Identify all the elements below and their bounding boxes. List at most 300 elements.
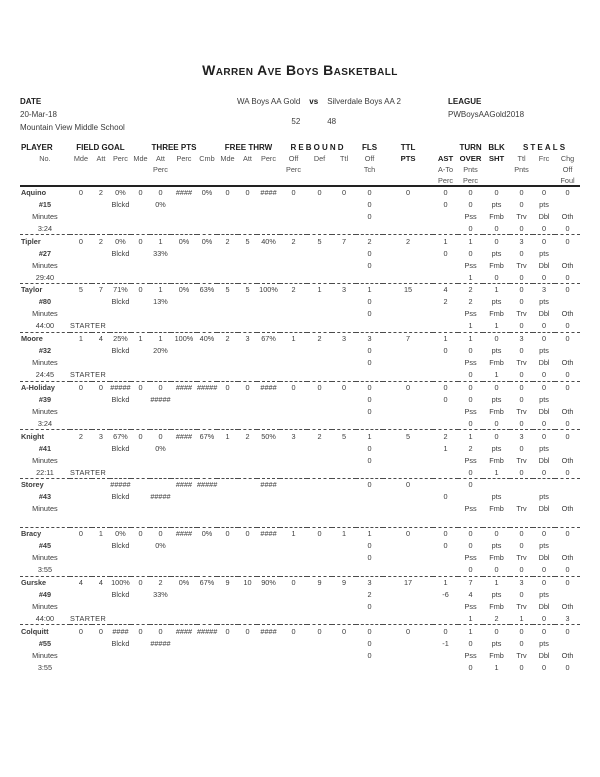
home-team: WA Boys AA Gold [236,97,301,106]
to-other-label: Oth [561,504,574,514]
player-name: Tipler [20,236,41,246]
steals-frc: 0 [542,626,547,636]
fouls: 1 [367,285,372,295]
reb-def: 0 [317,188,322,198]
player-detail-row-1 [20,296,580,308]
to-pass: 0 [468,565,473,575]
player-detail-row-1 [20,637,580,649]
to-travel-label: Trv [516,358,527,368]
ft-made: 5 [225,285,230,295]
fouls-tch: 0 [367,248,372,258]
to-pass-label: Pss [464,211,477,221]
col-fg-att: Att [96,154,106,163]
assists: 2 [443,431,448,441]
steals-ttl: 3 [519,236,524,246]
tp-att: 1 [158,334,163,344]
player-detail-row-1 [20,393,580,405]
steals-chg: 0 [565,626,570,636]
to-fumble-label: Fmb [489,553,504,563]
player-stats-row [20,381,580,393]
fouls-tch: 0 [367,199,372,209]
steals-frc [533,479,555,491]
reb-ttl: 5 [342,431,347,441]
assists: 0 [443,626,448,636]
tp-perc: #### [175,626,193,636]
steals-chg [555,479,580,491]
steal-pnts: 0 [519,443,524,453]
date-value: 20-Mar-18 [20,110,57,119]
col-to-pnts: Pnts [463,165,478,174]
tp-cmb: 63% [199,285,215,295]
fouls-tch: 0 [367,443,372,453]
steals-ttl: 3 [519,334,524,344]
to-double-label: Dbl [538,406,550,416]
player-block [20,625,580,674]
steals-ttl: 0 [519,382,524,392]
ft-att: 0 [245,529,250,539]
player-detail-row-2 [20,552,580,564]
tp-made: 0 [138,285,143,295]
ft-made: 2 [225,236,230,246]
minutes-label: Minutes [32,260,58,270]
to-other-label: Oth [561,455,574,465]
minutes-value: 24:45 [35,370,55,380]
steals-frc: 0 [542,529,547,539]
player-block [20,576,580,625]
tp-cmb: 0% [201,529,213,539]
tp-att-perc: 0% [155,541,166,551]
starter-flag [70,661,131,673]
player-detail-row-1 [20,539,580,551]
player-stats-row [20,430,580,442]
tp-made: 0 [138,188,143,198]
turnover-pnts: 2 [468,297,473,307]
blocked-label: Blckd [111,638,130,648]
player-block [20,186,580,235]
to-fumble: 0 [494,418,499,428]
to-double [533,515,555,527]
ft-att: 5 [245,236,250,246]
col-ast-ato: A-To [438,165,454,174]
reb-def [307,479,332,491]
reb-ttl: 0 [342,188,347,198]
reb-off: 0 [291,577,296,587]
reb-def: 1 [317,285,322,295]
blocked-shots: 0 [494,431,499,441]
player-detail-row-2 [20,357,580,369]
to-double: 0 [542,321,547,331]
starter-flag [70,223,131,235]
reb-ttl: 9 [342,577,347,587]
reb-def: 5 [317,236,322,246]
turnover-pnts: 4 [468,589,473,599]
to-other-label: Oth [561,211,574,221]
fouls: 0 [367,480,372,490]
to-fumble: 1 [494,370,499,380]
tp-att-perc: 0% [155,199,166,209]
to-pass-label: Pss [464,650,477,660]
table-header [20,142,580,186]
to-fumble: 0 [494,223,499,233]
col-reb-off: Off [288,154,299,163]
col-reb-ttl: Ttl [339,154,349,163]
tp-cmb: 0% [201,236,213,246]
blocked-shots: 1 [494,285,499,295]
to-travel: 0 [519,223,524,233]
to-double-label: Dbl [538,309,550,319]
to-pass: 0 [468,370,473,380]
tp-att-perc: ##### [150,394,171,404]
to-pass: 0 [468,418,473,428]
turnover-pts-label: pts [491,541,502,551]
fouls: 1 [367,431,372,441]
to-other: 0 [565,418,570,428]
steal-pnts: 0 [519,638,524,648]
tp-perc: 100% [174,334,194,344]
turnover-pnts: 0 [468,541,473,551]
starter-flag [70,271,131,283]
ast-to-ratio: 0 [443,248,448,258]
fouls: 3 [367,334,372,344]
fouls-tch: 2 [367,589,372,599]
ft-perc: #### [260,480,277,490]
to-other-label: Oth [561,553,574,563]
player-detail-row-1 [20,198,580,210]
to-other-label: Oth [561,406,574,416]
minutes-value: 22:11 [36,467,54,477]
steals-chg: 0 [565,577,570,587]
minutes-value: 3:24 [37,418,53,428]
blocked-label: Blckd [111,297,130,307]
to-double: 0 [542,370,547,380]
fg-att: 7 [98,285,103,295]
col-sht: SHT [488,154,505,163]
steals-ttl: 3 [519,431,524,441]
steals-frc: 0 [542,236,547,246]
tp-cmb: ##### [196,626,218,636]
turnover-pts-label: pts [491,346,502,356]
matchup-block [190,95,448,134]
tp-att: 0 [158,529,163,539]
to-pass-label: Pss [464,309,477,319]
ttl-pts: 15 [403,285,413,295]
minutes-label: Minutes [32,504,58,514]
ast-to-ratio: 0 [443,541,448,551]
fg-made: 4 [78,577,83,587]
col-field-goal: FIELD GOAL [76,143,125,152]
to-travel: 0 [519,662,524,672]
to-other: 3 [565,613,570,623]
to-other-label: Oth [561,358,574,368]
fouls-extra: 0 [367,211,372,221]
reb-def: 2 [317,431,322,441]
fg-perc: 0% [115,529,126,539]
player-number: #32 [38,346,52,356]
reb-ttl [332,479,356,491]
fouls-tch: 0 [367,541,372,551]
ft-made: 1 [225,431,230,441]
to-double: 0 [542,223,547,233]
to-travel: 0 [519,418,524,428]
steal-pts-label: pts [539,443,549,453]
ft-made [217,479,238,491]
to-fumble-label: Fmb [489,406,504,416]
turnover-pts-label: pts [491,248,502,258]
venue: Mountain View Middle School [20,123,125,132]
fg-made: 0 [78,529,83,539]
ft-att: 10 [243,577,252,587]
fg-att: 2 [98,236,103,246]
tp-att: 1 [158,236,163,246]
ast-to-ratio: 0 [443,394,448,404]
tp-made: 0 [138,529,143,539]
ft-att: 3 [245,334,250,344]
player-name: Storey [20,480,44,490]
to-fumble-label: Fmb [489,455,504,465]
assists: 1 [443,577,448,587]
turnovers: 7 [468,577,473,587]
to-pass-label: Pss [464,260,477,270]
turnover-pnts [458,491,483,503]
steal-pts-label: pts [539,346,549,356]
player-detail-row-3 [20,466,580,478]
to-pass-label: Pss [464,358,477,368]
fg-perc: ##### [110,480,131,490]
col-rebound: REBOUND [290,143,346,152]
col-turn: TURN [459,143,482,152]
player-number: #15 [38,199,52,209]
tp-att: 0 [158,382,163,392]
steals-chg: 0 [565,236,570,246]
tp-att: 1 [158,285,163,295]
player-detail-row-3 [20,369,580,381]
to-double: 0 [542,613,547,623]
to-fumble-label: Fmb [489,260,504,270]
turnover-pnts: 0 [468,248,473,258]
minutes-value: 44:00 [35,321,55,331]
steal-pnts [510,491,533,503]
player-number: #80 [38,297,52,307]
player-block [20,235,580,284]
fouls-extra: 0 [367,260,372,270]
col-tp-perc: Perc [176,154,192,163]
to-travel-label: Trv [516,260,527,270]
steals-ttl: 0 [519,188,524,198]
turnover-pts-label: pts [491,443,502,453]
col-fls-off: Off [364,154,375,163]
to-pass-label: Pss [464,406,477,416]
player-block [20,527,580,576]
fouls-tch: 0 [367,297,372,307]
reb-ttl: 3 [342,334,347,344]
steal-pnts: 0 [519,297,524,307]
col-ft-att: Att [243,154,252,163]
fg-att [92,479,110,491]
player-block [20,332,580,381]
reb-off: 3 [291,431,296,441]
steal-pts-label: pts [539,589,549,599]
minutes-label: Minutes [32,211,58,221]
blocked-shots: 0 [494,334,499,344]
to-other: 0 [565,321,570,331]
to-fumble: 1 [494,467,499,477]
fg-perc: 71% [113,285,128,295]
steals-frc: 0 [542,334,547,344]
col-tp-att-perc: Perc [152,165,168,174]
ft-perc: #### [260,529,277,539]
to-travel [510,515,533,527]
tp-cmb: 67% [199,431,215,441]
tp-att-perc: 33% [153,589,168,599]
player-name: Bracy [20,529,42,539]
player-detail-row-2 [20,308,580,320]
player-block [20,284,580,333]
fg-perc: 100% [111,577,130,587]
tp-made: 0 [138,382,143,392]
turnover-pnts: 0 [468,199,473,209]
player-stats-row [20,576,580,588]
turnovers: 0 [468,529,473,539]
col-steals: STEALS [522,143,568,152]
to-double-label: Dbl [538,358,550,368]
fg-att: 2 [98,188,103,198]
reb-off: 0 [291,188,296,198]
steal-pts-label: pts [539,541,549,551]
fouls-tch: 0 [367,394,372,404]
fouls-extra: 0 [367,358,372,368]
to-travel: 1 [519,613,524,623]
reb-def: 2 [317,334,322,344]
tp-perc: #### [175,431,193,441]
matchup [237,95,401,134]
tp-made: 0 [138,431,143,441]
game-info [0,95,600,134]
fg-perc: 25% [113,334,128,344]
to-double-label: Dbl [538,504,550,514]
to-double-label: Dbl [538,455,550,465]
blocked-shots: 0 [494,529,499,539]
blocked-shots: 0 [494,382,499,392]
league-label: LEAGUE [448,97,482,106]
to-travel: 0 [519,272,524,282]
col-tp-att: Att [156,154,165,163]
fouls-extra [356,503,383,515]
reb-def: 0 [317,529,322,539]
col-reb-off-perc: Perc [286,165,302,174]
turnovers: 1 [468,431,473,441]
to-other-label: Oth [561,260,574,270]
col-tp-cmb: Cmb [199,154,215,163]
player-detail-row-3 [20,418,580,430]
player-detail-row-1 [20,588,580,600]
home-score: 52 [291,116,301,126]
to-fumble: 2 [494,613,499,623]
col-tp-made: Mde [133,154,148,163]
tp-perc: #### [175,529,193,539]
to-travel: 0 [519,370,524,380]
fg-made: 0 [78,382,83,392]
ttl-pts: 0 [406,480,411,490]
to-fumble-label: Fmb [489,358,504,368]
col-reb-def: Def [313,154,326,163]
to-fumble: 0 [494,565,499,575]
minutes-label: Minutes [32,455,58,465]
to-double: 0 [542,272,547,282]
steals-frc: 0 [542,431,547,441]
steal-pts-label: pts [539,248,549,258]
to-other: 0 [565,467,570,477]
to-fumble-label: Fmb [489,211,504,221]
col-ast-perc: Perc [433,175,458,186]
ft-perc: 90% [261,577,276,587]
fg-made: 2 [78,431,83,441]
reb-off: 1 [291,334,296,344]
tp-cmb: ##### [196,480,218,490]
reb-ttl: 0 [342,382,347,392]
ast-to-ratio: -6 [442,589,449,599]
player-detail-row-1 [20,442,580,454]
to-other: 0 [565,223,570,233]
ast-to-ratio: 0 [443,492,448,502]
fg-att: 4 [98,334,103,344]
blocked-shots: 1 [494,577,499,587]
player-block [20,479,580,528]
minutes-value: 3:24 [37,223,53,233]
col-chg-off: Off [562,165,573,174]
to-travel: 0 [519,565,524,575]
away-team: Silverdale Boys AA 2 [327,97,402,106]
tp-att: 2 [158,577,163,587]
turnover-pts-label: pts [491,199,502,209]
to-double: 0 [542,467,547,477]
tp-made [131,479,150,491]
to-other-label: Oth [561,309,574,319]
minutes-value [20,515,70,527]
fg-made: 5 [78,285,83,295]
col-steals-frc: Frc [538,154,550,163]
reb-ttl: 1 [342,529,347,539]
col-three-pts: THREE PTS [151,143,197,152]
fouls-extra: 0 [367,601,372,611]
fouls-tch [356,491,383,503]
blocked-shots: 0 [494,626,499,636]
fouls: 0 [367,382,372,392]
tp-perc: #### [175,188,193,198]
turnovers: 0 [468,188,473,198]
reb-ttl: 3 [342,285,347,295]
col-fg-made: Mde [73,154,89,163]
fg-att: 0 [98,626,103,636]
ft-made: 0 [225,529,230,539]
minutes-value: 44:00 [35,613,55,623]
col-fls-tch: Tch [363,165,376,174]
player-stats-row [20,235,580,247]
to-travel-label: Trv [516,455,527,465]
tp-perc: 0% [178,285,190,295]
turnover-pnts: 0 [468,346,473,356]
blocked-label: Blckd [111,248,130,258]
player-detail-row-3 [20,515,580,527]
to-pass-label: Pss [464,553,477,563]
ttl-pts: 7 [406,334,411,344]
tp-made: 1 [138,334,143,344]
ft-perc: 50% [261,431,276,441]
player-name: Aquino [20,188,47,198]
to-pass: 0 [468,467,473,477]
player-name: Colquitt [20,626,49,636]
steals-frc: 0 [542,188,547,198]
to-pass: 1 [468,613,473,623]
